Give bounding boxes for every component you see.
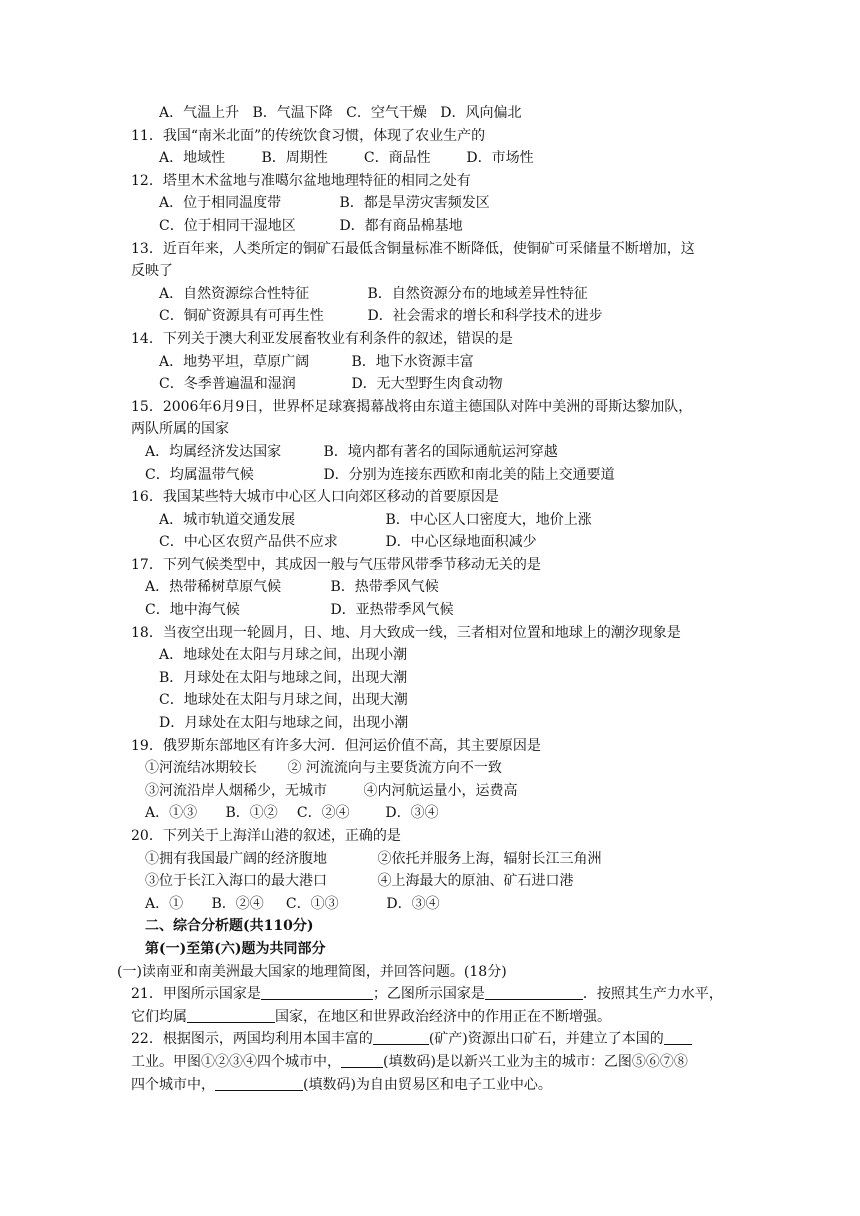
q19-statements-row1 xyxy=(131,757,731,780)
q19-statement-2: ② 河流流向与主要货流方向不一致 xyxy=(287,760,502,777)
q12-option-c: C．位于相同干湿地区 xyxy=(159,217,296,234)
q15-stem-line1: 15．2006年6月9日，世界杯足球赛揭幕战将由东道主德国队对阵中美洲的哥斯达黎加队， xyxy=(131,398,693,415)
q22-blank-city-a[interactable] xyxy=(341,1052,383,1068)
q22-text-1: 22．根据图示，两国均利用本国丰富的 xyxy=(131,1031,373,1048)
q22-text-3: 工业。甲图①②③④四个城市中， xyxy=(131,1053,341,1070)
q18-option-d: D．月球处在太阳与地球之间，出现小潮 xyxy=(159,715,409,732)
q18-option-c: C．地球处在太阳与月球之间，出现大潮 xyxy=(159,692,408,709)
q12-option-a: A．位于相同温度带 xyxy=(159,195,282,212)
q13-options-row2 xyxy=(131,305,731,328)
q21-text-3: ．按照其生产力水平， xyxy=(582,986,723,1003)
q21-blank-country-b[interactable] xyxy=(485,984,583,1000)
q21-text-1: 21．甲图所示国家是 xyxy=(131,986,261,1003)
q22-blank-mineral[interactable] xyxy=(373,1029,429,1045)
q12-option-b: B．都是旱涝灾害频发区 xyxy=(339,195,490,212)
q13-option-b: B．自然资源分布的地域差异性特征 xyxy=(367,285,588,302)
q14-options-row2 xyxy=(131,373,731,396)
q20-statement-4: ④上海最大的原油、矿石进口港 xyxy=(377,873,574,890)
q11-option-a: A．地域性 xyxy=(159,150,226,167)
q15-options-row2 xyxy=(131,464,731,487)
q13-stem-line2: 反映了 xyxy=(131,263,173,280)
q22-text-4: (填数码)是以新兴工业为主的城市：乙图⑤⑥⑦⑧ xyxy=(383,1053,688,1070)
q21-text-2: ；乙图所示国家是 xyxy=(372,986,485,1003)
q20-statements-row2 xyxy=(131,870,731,893)
q18-stem: 18．当夜空出现一轮圆月，日、地、月大致成一线，三者相对位置和地球上的潮汐现象是 xyxy=(131,624,681,641)
q14-options-row1 xyxy=(131,351,731,374)
q12-options-row1 xyxy=(131,192,731,215)
q22-line1 xyxy=(131,1028,731,1051)
q10-options xyxy=(131,102,731,125)
q20-option-b: B．②④ xyxy=(211,895,264,912)
q21-line1 xyxy=(131,983,731,1006)
q12-stem: 12．塔里木术盆地与准噶尔盆地地理特征的相同之处有 xyxy=(131,172,471,189)
q10-option-b: B．气温下降 xyxy=(252,105,333,121)
q18-option-a: A．地球处在太阳与月球之间，出现小潮 xyxy=(159,647,408,664)
section-intro: (一)读南亚和南美洲最大国家的地理简图，并回答问题。(18分) xyxy=(117,963,507,980)
q15-options-row1 xyxy=(131,441,731,464)
q19-option-a: A．①③ xyxy=(145,805,198,822)
section-title: 二、综合分析题(共110分) xyxy=(145,918,314,935)
q15-option-d: D．分别为连接东西欧和南北美的陆上交通要道 xyxy=(323,466,615,483)
q11-option-b: B．周期性 xyxy=(261,150,328,167)
q19-options xyxy=(131,802,731,825)
q14-stem: 14．下列关于澳大利亚发展畜牧业有利条件的叙述，错误的是 xyxy=(131,330,513,347)
q16-stem: 16．我国某些特大城市中心区人口向郊区移动的首要原因是 xyxy=(131,489,499,506)
q18-option-b: B．月球处在太阳与地球之间，出现大潮 xyxy=(159,669,408,686)
q10-option-a: A．气温上升 xyxy=(159,105,240,121)
q13-options-row1 xyxy=(131,283,731,306)
q19-option-c: C．②④ xyxy=(296,805,350,822)
q11-option-c: C．商品性 xyxy=(363,150,431,167)
q19-option-b: B．①② xyxy=(225,805,278,822)
q13-option-c: C．铜矿资源具有可再生性 xyxy=(159,308,324,325)
section-subtitle: 第(一)至第(六)题为共同部分 xyxy=(145,940,326,957)
q14-option-a: A．地势平坦，草原广阔 xyxy=(159,353,310,370)
q19-statement-3: ③河流沿岸人烟稀少，无城市 xyxy=(145,782,327,799)
q16-option-c: C．中心区农贸产品供不应求 xyxy=(159,534,338,551)
q20-statement-3: ③位于长江入海口的最大港口 xyxy=(145,873,327,890)
q14-option-c: C．冬季普遍温和湿润 xyxy=(159,376,296,393)
q20-statements-row1 xyxy=(131,848,731,871)
q17-option-c: C．地中海气候 xyxy=(145,602,240,619)
q22-blank-industry[interactable] xyxy=(664,1029,692,1045)
q22-text-5: 四个城市中， xyxy=(131,1076,215,1093)
q22-line2 xyxy=(131,1051,731,1074)
q20-option-a: A．① xyxy=(145,895,184,912)
q14-option-b: B．地下水资源丰富 xyxy=(351,353,474,370)
q15-option-c: C．均属温带气候 xyxy=(145,466,254,483)
q22-line3 xyxy=(131,1074,731,1097)
q20-statement-2: ②依托并服务上海，辐射长江三角洲 xyxy=(377,850,602,867)
q10-option-d: D．风向偏北 xyxy=(440,105,522,121)
q17-stem: 17．下列气候类型中，其成因一般与气压带风带季节移动无关的是 xyxy=(131,556,541,573)
q19-statement-4: ④内河航运量小，运费高 xyxy=(363,782,518,799)
q20-options xyxy=(131,893,731,916)
q19-stem: 19．俄罗斯东部地区有许多大河．但河运价值不高，其主要原因是 xyxy=(131,737,541,754)
q11-option-d: D．市场性 xyxy=(466,150,534,167)
q21-line2 xyxy=(131,1006,731,1029)
q11-stem: 11．我国“南米北面”的传统饮食习惯，体现了农业生产的 xyxy=(131,127,486,144)
q19-statements-row2 xyxy=(131,780,731,803)
q13-option-d: D．社会需求的增长和科学技术的进步 xyxy=(367,308,603,325)
q22-blank-city-b[interactable] xyxy=(215,1075,303,1091)
q15-stem-line2: 两队所属的国家 xyxy=(131,421,229,438)
q16-option-a: A．城市轨道交通发展 xyxy=(159,511,296,528)
q17-option-a: A．热带稀树草原气候 xyxy=(145,579,282,596)
q19-option-d: D．③④ xyxy=(385,805,439,822)
q21-text-5: 国家，在地区和世界政治经济中的作用正在不断增强。 xyxy=(275,1008,611,1025)
q21-blank-country-type[interactable] xyxy=(187,1007,275,1023)
q19-statement-1: ①河流结冰期较长 xyxy=(145,760,257,777)
q20-stem: 20．下列关于上海洋山港的叙述，正确的是 xyxy=(131,828,401,844)
q20-statement-1: ①拥有我国最广阔的经济腹地 xyxy=(145,850,327,867)
q11-options xyxy=(131,147,731,170)
q17-options-row2 xyxy=(131,599,731,622)
q17-option-b: B．热带季风气候 xyxy=(330,579,439,596)
q16-option-b: B．中心区人口密度大，地价上涨 xyxy=(385,511,592,528)
q20-option-d: D．③④ xyxy=(386,895,440,912)
q21-text-4: 它们均属 xyxy=(131,1008,187,1025)
q16-options-row1 xyxy=(131,509,731,532)
exam-content xyxy=(117,102,731,1096)
q15-option-a: A．均属经济发达国家 xyxy=(145,443,282,460)
q13-option-a: A．自然资源综合性特征 xyxy=(159,285,310,302)
q20-option-c: C．①③ xyxy=(285,895,339,912)
q12-options-row2 xyxy=(131,215,731,238)
q22-text-6: (填数码)为自由贸易区和电子工业中心。 xyxy=(303,1076,552,1093)
q17-options-row1 xyxy=(131,576,731,599)
q15-option-b: B．境内都有著名的国际通航运河穿越 xyxy=(323,443,558,460)
q16-option-d: D．中心区绿地面积减少 xyxy=(385,534,537,551)
q14-option-d: D．无大型野生肉食动物 xyxy=(351,376,503,393)
q12-option-d: D．都有商品棉基地 xyxy=(339,217,463,234)
q17-option-d: D．亚热带季风气候 xyxy=(330,602,454,619)
q21-blank-country-a[interactable] xyxy=(261,984,373,1000)
q10-option-c: C．空气干燥 xyxy=(346,105,427,121)
q13-stem-line1: 13．近百年来，人类所定的铜矿石最低含铜量标准不断降低，使铜矿可采储量不断增加，这 xyxy=(131,240,695,257)
q22-text-2: (矿产)资源出口矿石，并建立了本国的 xyxy=(428,1031,664,1048)
q16-options-row2 xyxy=(131,531,731,554)
